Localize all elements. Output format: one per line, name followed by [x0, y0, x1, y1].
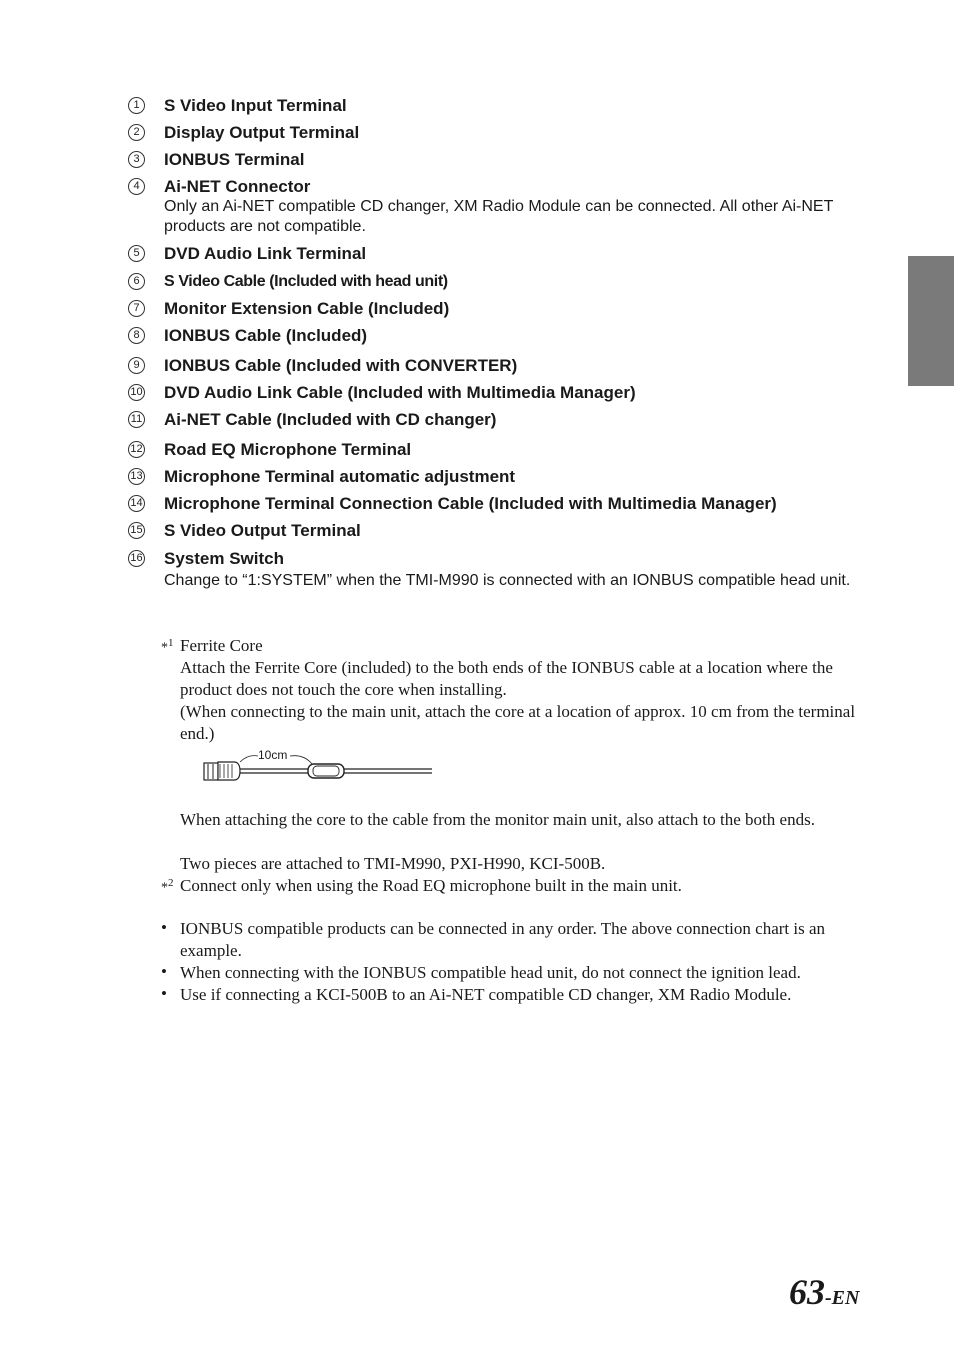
item-label: DVD Audio Link Cable (Included with Multimedia Manager) — [164, 383, 636, 402]
ferrite-core-title: Ferrite Core — [180, 636, 263, 655]
item-label: Monitor Extension Cable (Included) — [164, 299, 450, 318]
item-label: Microphone Terminal Connection Cable (Included with Multimedia Manager) — [164, 494, 777, 513]
item-label: S Video Cable (Included with head unit) — [164, 273, 448, 290]
footnote-marker-1: *$^1$ — [161, 637, 174, 656]
item-number: 15 — [128, 522, 145, 539]
ferrite-core-paragraph-4: Two pieces are attached to TMI-M990, PXI-H990, KCI-500B. — [180, 854, 606, 873]
item-number: 6 — [128, 273, 145, 290]
bullet-item-2: When connecting with the IONBUS compatible head unit, do not connect the ignition lead. — [180, 963, 801, 982]
item-number: 14 — [128, 495, 145, 512]
road-eq-note: Connect only when using the Road EQ microphone built in the main unit. — [180, 876, 682, 895]
item-number: 16 — [128, 550, 145, 567]
item-label: System Switch — [164, 549, 284, 568]
item-label: IONBUS Terminal — [164, 150, 305, 169]
item-label: Microphone Terminal automatic adjustment — [164, 467, 516, 486]
footnote-marker-2: *$^2$ — [161, 877, 174, 896]
item-number: 5 — [128, 245, 145, 262]
ferrite-core-paragraph-2: (When connecting to the main unit, attach the core at a location of approx. 10 cm from the terminal end.) — [180, 702, 856, 743]
ferrite-core-paragraph-1: Attach the Ferrite Core (included) to the both ends of the IONBUS cable at a location where the product does not touch the core when installing. — [180, 658, 833, 699]
item-number: 2 — [128, 124, 145, 141]
item-number: 8 — [128, 327, 145, 344]
page-number-suffix: -EN — [825, 1287, 860, 1309]
item-label: IONBUS Cable (Included) — [164, 326, 368, 345]
bullet-marker: • — [161, 984, 167, 1003]
item-number: 10 — [128, 384, 145, 401]
item-number: 1 — [128, 97, 145, 114]
item-number: 7 — [128, 300, 145, 317]
item-number: 9 — [128, 357, 145, 374]
item-number: 11 — [128, 411, 145, 428]
item-number: 13 — [128, 468, 145, 485]
item-label: S Video Input Terminal — [164, 96, 347, 115]
item-number: 4 — [128, 178, 145, 195]
item-description: Only an Ai-NET compatible CD changer, XM Radio Module can be connected. All other Ai-NET products are not compatible. — [164, 198, 834, 235]
bullet-item-3: Use if connecting a KCI-500B to an Ai-NET compatible CD changer, XM Radio Module. — [180, 985, 792, 1004]
ferrite-core-paragraph-3: When attaching the core to the cable from the monitor main unit, also attach to the both ends. — [180, 810, 815, 829]
item-number: 12 — [128, 441, 145, 458]
item-number: 3 — [128, 151, 145, 168]
item-label: Ai-NET Cable (Included with CD changer) — [164, 410, 497, 429]
item-label: Ai-NET Connector — [164, 177, 311, 196]
item-label: Display Output Terminal — [164, 123, 360, 142]
cable-with-core-icon — [200, 748, 440, 788]
bullet-marker: • — [161, 918, 167, 937]
bullet-marker: • — [161, 962, 167, 981]
item-label: IONBUS Cable (Included with CONVERTER) — [164, 356, 518, 375]
distance-label: 10cm — [258, 748, 288, 762]
item-label: DVD Audio Link Terminal — [164, 244, 367, 263]
item-label: Road EQ Microphone Terminal — [164, 440, 412, 459]
item-label: S Video Output Terminal — [164, 521, 361, 540]
page-number-value: 63 — [789, 1272, 825, 1312]
bullet-item-1: IONBUS compatible products can be connected in any order. The above connection chart is an example. — [180, 919, 826, 960]
item-description: Change to “1:SYSTEM” when the TMI-M990 is connected with an IONBUS compatible head unit. — [164, 572, 851, 589]
section-side-tab — [908, 256, 954, 386]
page-number — [789, 1271, 859, 1313]
ferrite-core-diagram — [200, 748, 440, 788]
